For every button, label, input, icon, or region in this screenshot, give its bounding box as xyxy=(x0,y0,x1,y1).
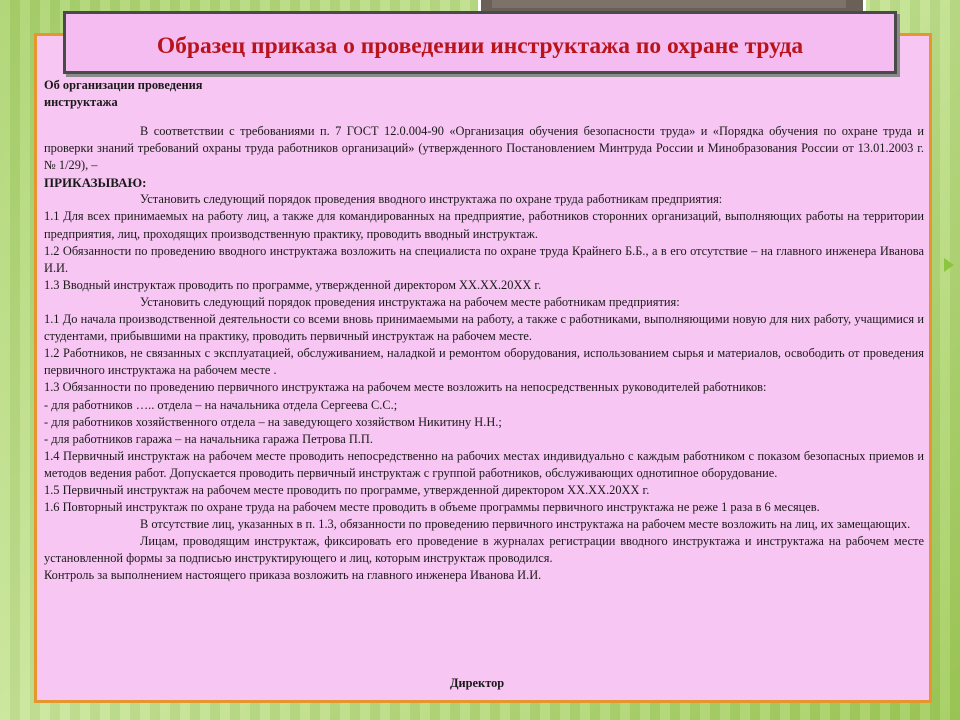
top-decor-strip-inner xyxy=(492,0,846,8)
clause-paragraph: 1.2 Обязанности по проведению вводного инструктажа возложить на специалиста по охране труда Крайнего Б.Б., а в его отсутствие – на главного инженера Иванова И.И. xyxy=(44,243,924,275)
order-subject-line: Об организации проведения xyxy=(44,78,203,92)
section-intro-paragraph: Установить следующий порядок проведения вводного инструктажа по охране труда работникам предприятия: xyxy=(140,192,723,207)
clause-paragraph: 1.3 Обязанности по проведению первичного инструктажа на рабочем месте возложить на непосредственных руководителей работников: xyxy=(44,380,767,395)
clause-paragraph: 1.6 Повторный инструктаж по охране труда на рабочем месте проводить в объеме программы первичного инструктажа не реже 1 раза в 6 месяцев. xyxy=(44,500,820,515)
list-item: - для работников хозяйственного отдела – на заведующего хозяйством Никитину Н.Н.; xyxy=(44,414,502,429)
spacer xyxy=(44,111,924,123)
order-subject xyxy=(44,77,304,111)
clause-paragraph: 1.4 Первичный инструктаж на рабочем месте проводить непосредственно на рабочих местах индивидуально с каждым работником с показом безопасных приемов и методов ведения работ. Допускается проводить первичный инструктаж с группой работников, обслуживающих однотипное оборудование. xyxy=(44,448,924,480)
title-banner xyxy=(63,11,897,74)
order-subject-line: инструктажа xyxy=(44,95,118,109)
order-document xyxy=(44,77,924,585)
clause-paragraph: 1.5 Первичный инструктаж на рабочем месте проводить по программе, утвержденной директором ХХ.ХХ.20ХХ г. xyxy=(44,482,650,497)
signature-label: Директор xyxy=(450,676,505,690)
clause-paragraph: 1.3 Вводный инструктаж проводить по программе, утвержденной директором ХХ.ХХ.20ХХ г. xyxy=(44,277,542,292)
clause-paragraph: 1.1 До начала производственной деятельности со всеми вновь принимаемыми на работу, а также с работниками, выполняющими новую для них работу, учащимися и студентами, прибывшими на практику, проводить первичный инструктаж на рабочем месте. xyxy=(44,312,924,344)
section-intro-paragraph: Установить следующий порядок проведения инструктажа на рабочем месте работникам предприятия: xyxy=(140,294,680,309)
control-paragraph: Контроль за выполнением настоящего приказа возложить на главного инженера Иванова И.И. xyxy=(44,568,542,583)
substitution-paragraph: В отсутствие лиц, указанных в п. 1.3, обязанности по проведению первичного инструктажа на рабочем месте возложить на лиц, их замещающих. xyxy=(140,517,911,532)
preamble-paragraph: В соответствии с требованиями п. 7 ГОСТ 12.0.004-90 «Организация обучения безопасности труда» и «Порядка обучения по охране труда и проверки знаний требований охраны труда работников организаций» (утвержденного Постановлением Минтруда России и Минобразования России от 13.01.2003 г. № 1/29), – xyxy=(44,124,924,173)
page-title: Образец приказа о проведении инструктажа по охране труда xyxy=(156,33,804,59)
list-item: - для работников гаража – на начальника гаража Петрова П.П. xyxy=(44,431,373,446)
registration-paragraph: Лицам, проводящим инструктаж, фиксировать его проведение в журналах регистрации вводного инструктажа и инструктажа на рабочем месте установленной формы за подписью инструктирующего и лиц, которым инструктаж проводился. xyxy=(44,534,924,566)
clause-paragraph: 1.2 Работников, не связанных с эксплуатацией, обслуживанием, наладкой и ремонтом оборудования, использованием сырья и материалов, освободить от проведения первичного инструктажа на рабочем месте . xyxy=(44,346,924,378)
clause-paragraph: 1.1 Для всех принимаемых на работу лиц, а также для командированных на предприятие, работников сторонних организаций, выполняющих работы на территории предприятия, лиц, проходящих производственную практику, проводить вводный инструктаж. xyxy=(44,209,924,241)
order-heading: ПРИКАЗЫВАЮ: xyxy=(44,175,147,191)
slide-arrow-icon xyxy=(944,258,954,272)
list-item: - для работников ….. отдела – на начальника отдела Сергеева С.С.; xyxy=(44,397,398,412)
